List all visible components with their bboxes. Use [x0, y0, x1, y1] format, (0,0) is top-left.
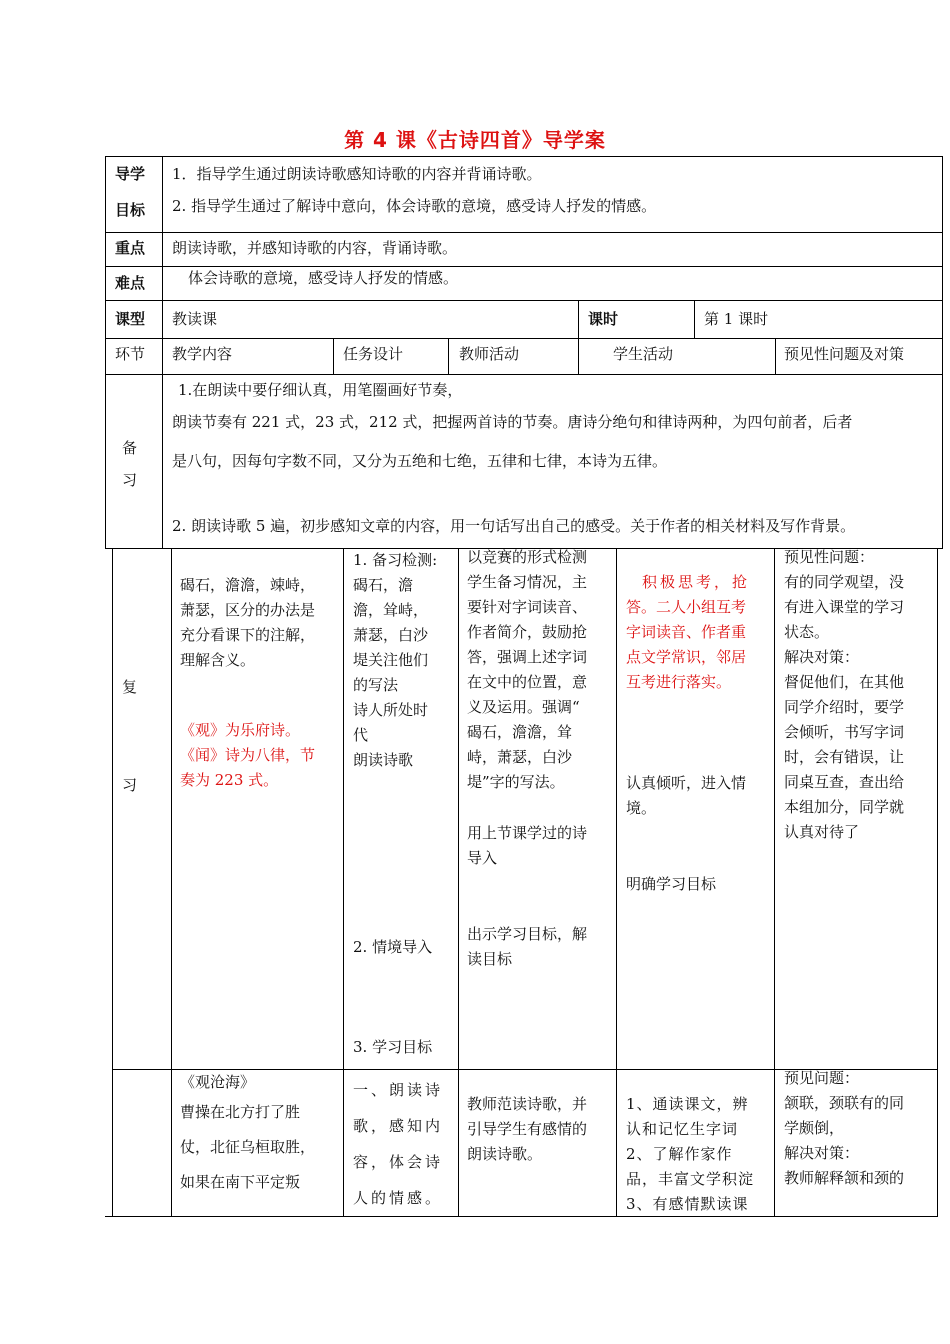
review-tasks — [353, 548, 437, 773]
text-line: 充分看课下的注解， — [180, 626, 316, 644]
table-divider — [448, 338, 449, 375]
table-border — [942, 156, 943, 549]
difficulty-label: 难点 — [115, 274, 146, 292]
table-divider — [105, 338, 943, 339]
text-line: 颔联，颈联有的同 — [784, 1094, 905, 1112]
text-line: 仗，北征乌桓取胜， — [180, 1138, 316, 1156]
text-line: 出示学习目标，解 — [467, 925, 588, 943]
text-line: 诗人所处时 — [353, 701, 429, 719]
text-line: 人的情感。 — [353, 1189, 444, 1207]
text-line: 2、了解作家作 — [626, 1145, 733, 1163]
table-divider — [105, 300, 943, 301]
text-line: 督促他们，在其他 — [784, 673, 905, 691]
text-line: 有进入课堂的学习 — [784, 598, 905, 616]
text-line: 作者简介，鼓励抢 — [467, 623, 588, 641]
goal-item: 1．指导学生通过朗读诗歌感知诗歌的内容并背诵诗歌。 — [172, 165, 542, 183]
text-line: 答，强调上述字词 — [467, 648, 588, 666]
table-border — [105, 156, 943, 157]
text-line: 互考进行落实。 — [626, 673, 732, 691]
table-divider — [105, 374, 943, 375]
review-student — [626, 570, 750, 695]
text-line: 认和记忆生字词 — [626, 1120, 739, 1138]
text-line: 理解含义。 — [180, 651, 256, 669]
text-line: 萧瑟，区分的办法是 — [180, 601, 316, 619]
lesson-student — [626, 1092, 754, 1217]
text-line: 1. 备习检测: — [353, 551, 438, 569]
table-divider — [171, 548, 172, 1217]
text-line: 认真倾听，进入情 — [626, 774, 747, 792]
text-line: 1、通读课文，辨 — [626, 1095, 749, 1113]
goal-item: 2. 指导学生通过了解诗中意向，体会诗歌的意境，感受诗人抒发的情感。 — [172, 197, 657, 215]
review-task: 3. 学习目标 — [353, 1038, 433, 1056]
text-line: 一、朗读诗 — [353, 1081, 444, 1099]
goals-label: 目标 — [115, 201, 146, 219]
text-line: 同桌互查，查出给 — [784, 773, 905, 791]
column-header: 任务设计 — [343, 345, 404, 363]
lesson-content — [180, 1070, 315, 1200]
column-header: 学生活动 — [613, 345, 674, 363]
preview-line: 2. 朗读诗歌 5 遍，初步感知文章的内容，用一句话写出自己的感受。关于作者的相关材料及写作背景。 — [172, 517, 856, 535]
text-line: 3、有感情默读课 — [626, 1195, 749, 1213]
course-type-label: 课型 — [115, 310, 146, 328]
text-line: 峙，萧瑟，白沙 — [467, 748, 573, 766]
review-label: 复 — [122, 678, 138, 696]
column-header: 预见性问题及对策 — [784, 345, 905, 363]
text-line: 容，体会诗 — [353, 1153, 444, 1171]
text-line: 时，会有错误，让 — [784, 748, 905, 766]
table-border — [937, 548, 938, 1217]
text-line: 义及运用。强调“ — [467, 698, 580, 716]
table-border — [112, 548, 113, 1217]
column-header: 环节 — [115, 345, 146, 363]
text-line: 同学介绍时，要学 — [784, 698, 905, 716]
table-divider — [343, 548, 344, 1217]
preview-line: 朗读节奏有 221 式，23 式，212 式，把握两首诗的节奏。唐诗分绝句和律诗两种，为四句前者，后者 — [172, 413, 853, 431]
table-divider — [775, 338, 776, 375]
text-line: 境。 — [626, 799, 657, 817]
course-hours-value: 第 1 课时 — [704, 310, 769, 328]
text-line: 学颇倒， — [784, 1119, 845, 1137]
text-line: 教师解释颔和颈的 — [784, 1169, 905, 1187]
lesson-forecast — [784, 1066, 904, 1191]
text-line: 要针对字词读音、 — [467, 598, 588, 616]
lesson-tasks — [353, 1072, 443, 1216]
text-line: 用上节课学过的诗 — [467, 824, 588, 842]
table-divider — [694, 300, 695, 339]
table-divider — [105, 232, 943, 233]
review-task: 2. 情境导入 — [353, 938, 433, 956]
table-border — [105, 156, 106, 549]
column-header: 教师活动 — [459, 345, 520, 363]
review-content — [180, 573, 315, 673]
goals-label: 导学 — [115, 165, 146, 183]
preview-label: 习 — [122, 471, 138, 489]
table-divider — [578, 338, 579, 375]
text-line: 状态。 — [784, 623, 830, 641]
text-line: 碣石，澹 — [353, 576, 414, 594]
table-divider — [458, 548, 459, 1217]
text-line: 朗读诗歌。 — [467, 1145, 543, 1163]
column-header: 教学内容 — [172, 345, 233, 363]
review-teacher — [467, 922, 587, 972]
preview-line: 是八句，因每句字数不同，又分为五绝和七绝，五律和七律，本诗为五律。 — [172, 452, 668, 470]
text-line: 朗读诗歌 — [353, 751, 414, 769]
text-line: 碣石，澹澹，耸 — [467, 723, 573, 741]
table-divider — [616, 548, 617, 1217]
text-line: 奏为 223 式。 — [180, 771, 279, 789]
text-line: 会倾听，书写字词 — [784, 723, 905, 741]
review-student: 明确学习目标 — [626, 875, 717, 893]
key-point-label: 重点 — [115, 239, 146, 257]
difficulty-text: 体会诗歌的意境，感受诗人抒发的情感。 — [188, 269, 459, 287]
text-line: 解决对策： — [784, 1144, 860, 1162]
table-divider — [774, 548, 775, 1217]
text-line: 预见性问题： — [784, 548, 875, 566]
table-border — [105, 1216, 938, 1217]
review-forecast — [784, 545, 904, 845]
text-line: 导入 — [467, 849, 498, 867]
text-line: 如果在南下平定叛 — [180, 1173, 301, 1191]
text-line: 解决对策： — [784, 648, 860, 666]
text-line: 品，丰富文学积淀 — [626, 1170, 755, 1188]
review-content-note — [180, 718, 315, 793]
text-line: 《闻》诗为八律，节 — [180, 746, 316, 764]
text-line: 本组加分，同学就 — [784, 798, 905, 816]
review-teacher — [467, 821, 587, 871]
text-line: 认真对待了 — [784, 823, 860, 841]
text-line: 答。二人小组互考 — [626, 598, 747, 616]
text-line: 萧瑟，白沙 — [353, 626, 429, 644]
text-line: 学生备习情况，主 — [467, 573, 588, 591]
preview-label: 备 — [122, 439, 138, 457]
page-title: 第 4 课《古诗四首》导学案 — [344, 128, 606, 152]
key-point-text: 朗读诗歌，并感知诗歌的内容，背诵诗歌。 — [172, 239, 458, 257]
text-line: 预见问题： — [784, 1069, 860, 1087]
text-line: 代 — [353, 726, 369, 744]
text-line: 堤”字的写法。 — [467, 773, 565, 791]
preview-line: 1.在朗读中要仔细认真，用笔圈画好节奏， — [178, 381, 463, 399]
text-line: 《观》为乐府诗。 — [180, 721, 301, 739]
text-line: 以竞赛的形式检测 — [467, 548, 588, 566]
text-line: 字词读音、作者重 — [626, 623, 747, 641]
text-line: 读目标 — [467, 950, 513, 968]
text-line: 在文中的位置，意 — [467, 673, 588, 691]
table-divider — [162, 156, 163, 549]
text-line: 曹操在北方打了胜 — [180, 1103, 301, 1121]
text-line: 点文学常识，邻居 — [626, 648, 747, 666]
review-label: 习 — [122, 776, 138, 794]
text-line: 澹，耸峙， — [353, 601, 429, 619]
text-line: 的写法 — [353, 676, 399, 694]
text-line: 引导学生有感情的 — [467, 1120, 588, 1138]
course-hours-label: 课时 — [588, 310, 619, 328]
lesson-teacher — [467, 1092, 587, 1167]
table-divider — [333, 338, 334, 375]
text-line: 碣石，澹澹，竦峙， — [180, 576, 316, 594]
text-line: 有的同学观望，没 — [784, 573, 905, 591]
review-student — [626, 771, 746, 821]
table-divider — [578, 300, 579, 339]
text-line: 堤关注他们 — [353, 651, 429, 669]
text-line: 歌，感知内 — [353, 1117, 444, 1135]
text-line: 教师范读诗歌，并 — [467, 1095, 588, 1113]
review-teacher — [467, 545, 587, 795]
text-line: 《观沧海》 — [180, 1073, 256, 1091]
text-line: 积极思考，抢 — [642, 573, 751, 591]
course-type-value: 教读课 — [172, 310, 218, 328]
